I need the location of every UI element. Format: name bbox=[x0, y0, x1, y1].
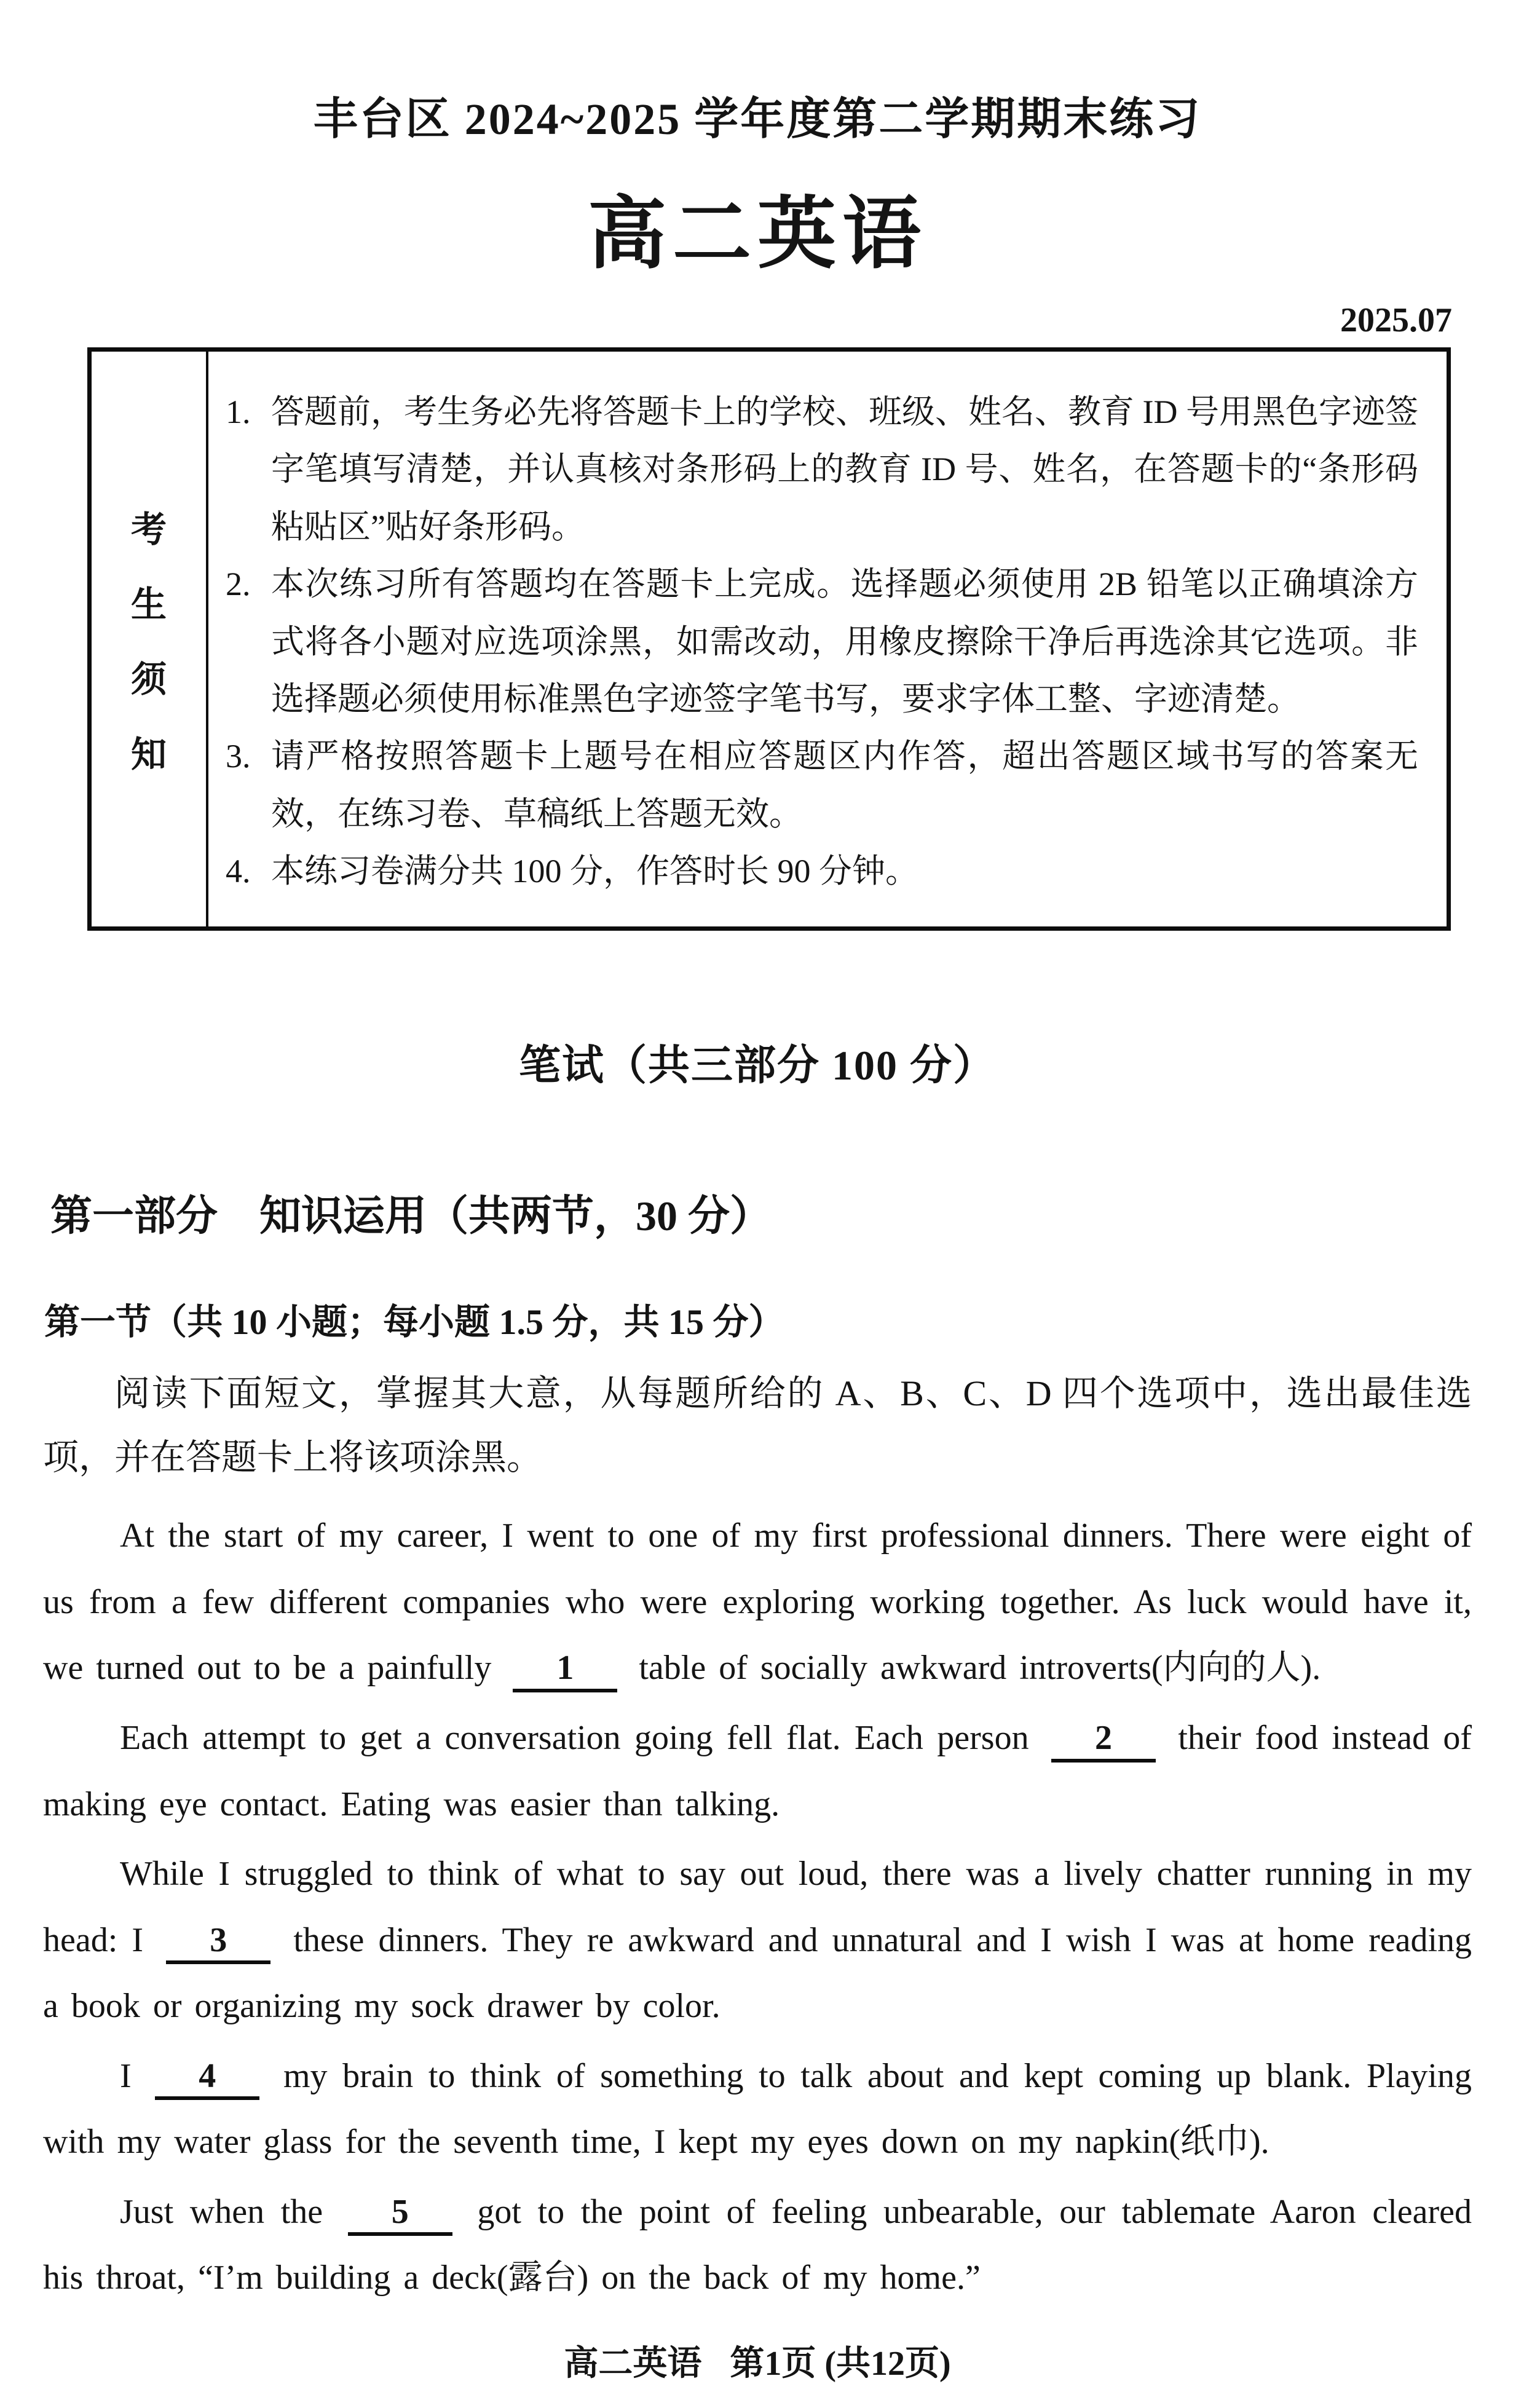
notice-item bbox=[226, 384, 1418, 556]
notice-label bbox=[92, 352, 208, 926]
notice-item-number: 2. bbox=[226, 566, 251, 603]
notice-label-char: 须 bbox=[130, 660, 167, 700]
cloze-passage bbox=[43, 1503, 1472, 2311]
passage-paragraph-1: At the start of my career, I went to one of my first professional dinners. There were eight of us from a few different companies who were exploring working together. As luck would have it, we turned out to be a painfully 1 table of socially awkward introverts(内向的人). bbox=[43, 1503, 1472, 1702]
notice-label-char: 知 bbox=[130, 735, 167, 775]
page-title: 丰台区 2024~2025 学年度第二学期期末练习 bbox=[313, 95, 1202, 144]
subject-title: 高二英语 bbox=[587, 191, 927, 278]
blank-4: 4 bbox=[155, 2058, 259, 2101]
blank-3: 3 bbox=[166, 1922, 270, 1965]
blank-1: 1 bbox=[513, 1649, 617, 1692]
notice-label-char: 生 bbox=[130, 585, 167, 625]
passage-paragraph-3: While I struggled to think of what to say out loud, there was a lively chatter running in my head: I 3 these dinners. They re awkward and unnatural and I wish I was at home reading a book or organizing my sock drawer by color. bbox=[43, 1855, 1472, 2026]
notice-item bbox=[226, 728, 1418, 843]
passage-paragraph-5: Just when the 5 got to the point of feeling unbearable, our tablemate Aaron cleared his throat, “I’m building a deck(露台) on the back of my home.” bbox=[43, 2192, 1472, 2297]
notice-item bbox=[226, 843, 1418, 900]
notice-item-text: 请严格按照答题卡上题号在相应答题区内作答，超出答题区域书写的答案无效，在练习卷、草稿纸上答题无效。 bbox=[271, 738, 1418, 832]
notice-item-text: 本次练习所有答题均在答题卡上完成。选择题必须使用 2B 铅笔以正确填涂方式将各小题对应选项涂黑，如需改动，用橡皮擦除干净后再选涂其它选项。非选择题必须使用标准黑色字迹签字笔书写，要求字体工整、字迹清楚。 bbox=[271, 566, 1418, 718]
notice-item-number: 3. bbox=[226, 738, 251, 775]
notice-item-text: 答题前，考生务必先将答题卡上的学校、班级、姓名、教育 ID 号用黑色字迹签字笔填写清楚，并认真核对条形码上的教育 ID 号、姓名，在答题卡的“条形码粘贴区”贴好条形码。 bbox=[271, 393, 1418, 545]
footer-page-total: (共12页) bbox=[824, 2344, 951, 2383]
blank-2: 2 bbox=[1051, 1719, 1156, 1763]
exam-date: 2025.07 bbox=[1340, 301, 1452, 339]
page-footer bbox=[43, 2336, 1472, 2385]
notice-item-number: 4. bbox=[226, 853, 251, 890]
notice-box bbox=[87, 347, 1451, 931]
notice-item-number: 1. bbox=[226, 393, 251, 430]
footer-page-number: 第1页 bbox=[730, 2344, 816, 2383]
notice-item-text: 本练习卷满分共 100 分，作答时长 90 分钟。 bbox=[271, 853, 918, 890]
part1-heading: 第一部分 知识运用（共两节，30 分） bbox=[50, 1192, 772, 1239]
notice-label-char: 考 bbox=[130, 510, 167, 550]
notice-body bbox=[208, 352, 1447, 926]
footer-doc-name: 高二英语 bbox=[564, 2344, 702, 2383]
passage-paragraph-4: I 4 my brain to think of something to talk about and kept coming up blank. Playing with my water glass for the seventh time, I kept my eyes down on my napkin(纸巾). bbox=[43, 2056, 1472, 2161]
written-test-heading: 笔试（共三部分 100 分） bbox=[518, 1041, 996, 1089]
section1-heading: 第一节（共 10 小题；每小题 1.5 分，共 15 分） bbox=[44, 1301, 784, 1342]
notice-item bbox=[226, 556, 1418, 728]
blank-5: 5 bbox=[348, 2193, 452, 2236]
passage-paragraph-2: Each attempt to get a conversation going fell flat. Each person 2 their food instead of making eye contact. Eating was easier than talking. bbox=[43, 1718, 1472, 1823]
instruction-paragraph: 阅读下面短文，掌握其大意，从每题所给的 A、B、C、D 四个选项中，选出最佳选项，并在答题卡上将该项涂黑。 bbox=[43, 1373, 1472, 1478]
